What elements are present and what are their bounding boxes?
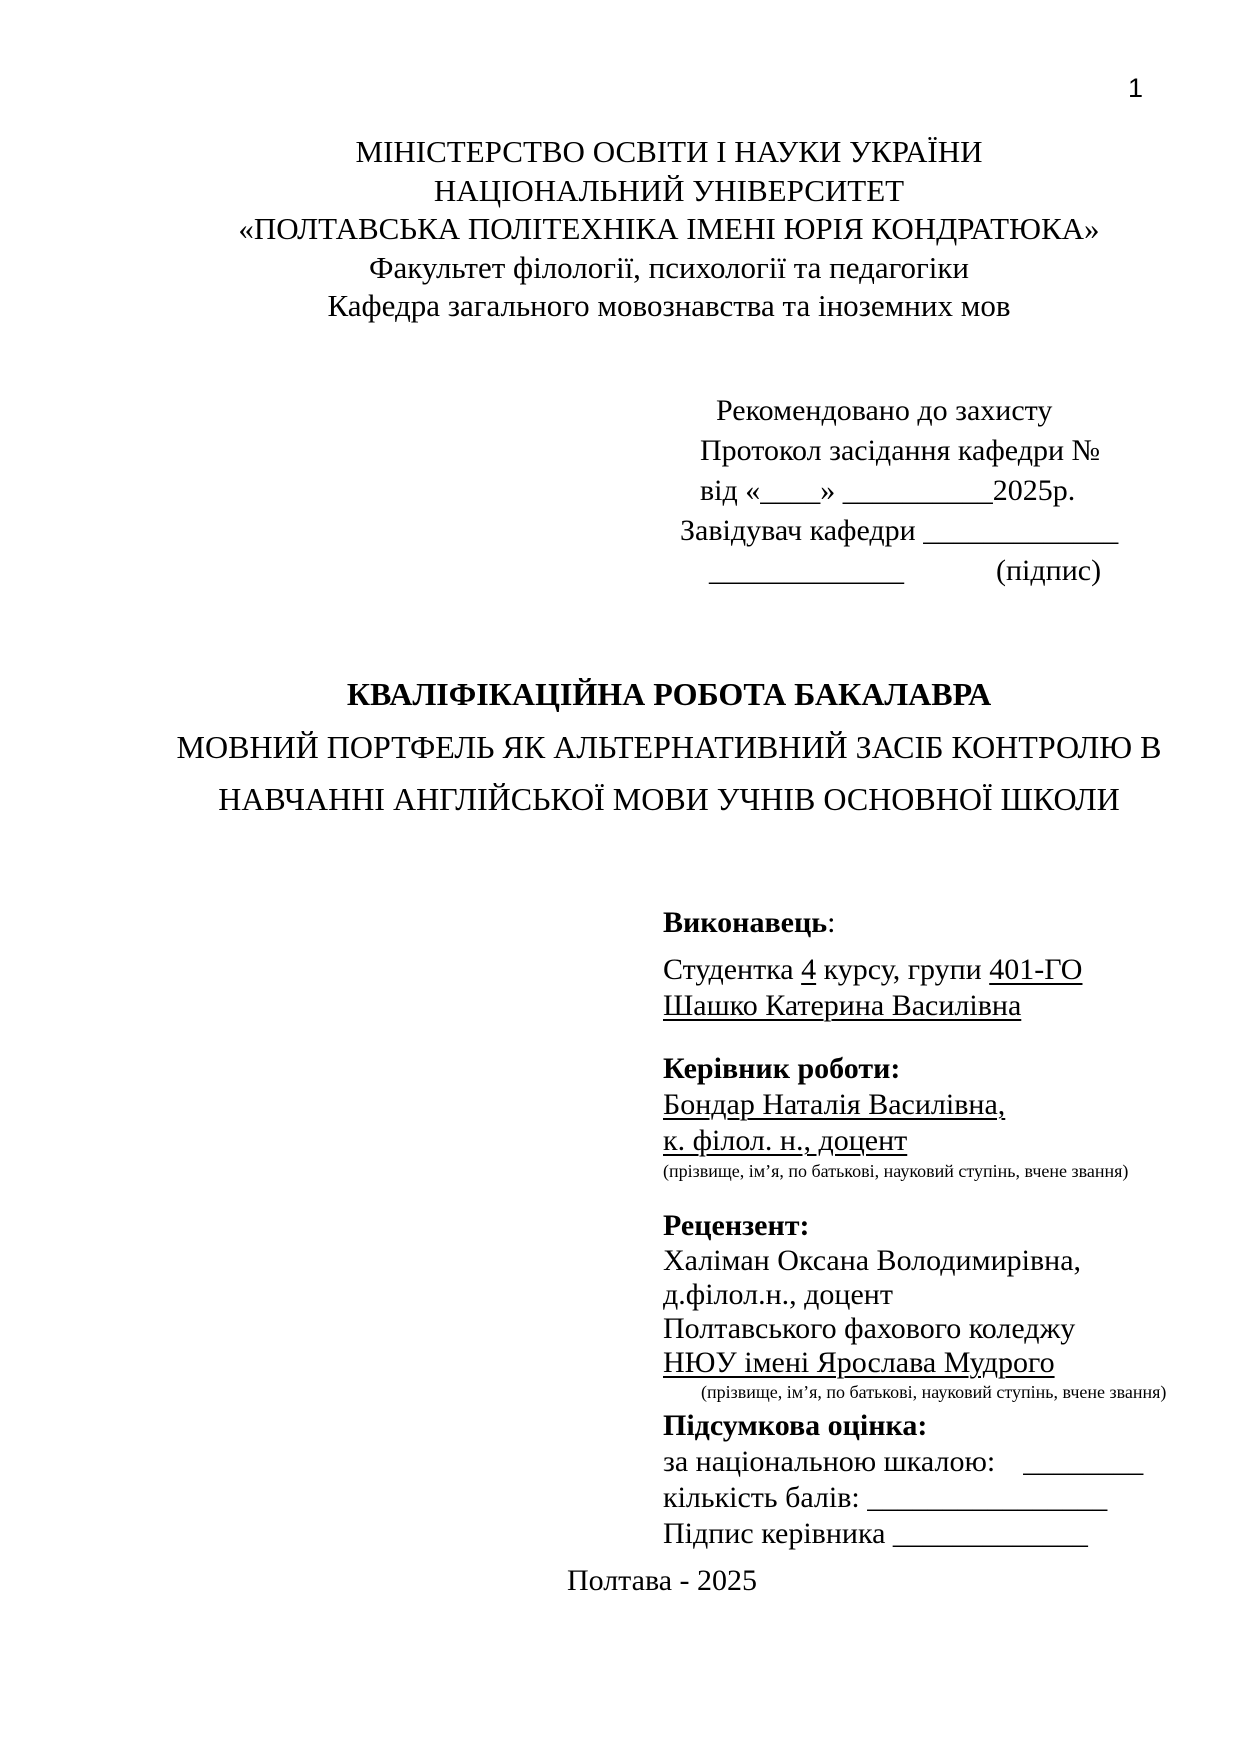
approval-block (660, 391, 1180, 591)
institution-header (98, 133, 1240, 326)
grade-scale-label: за національною шкалою: (663, 1445, 996, 1478)
reviewer-name: Халіман Оксана Володимирівна, (663, 1244, 1082, 1277)
work-title-line-2: НАВЧАННІ АНГЛІЙСЬКОЇ МОВИ УЧНІВ ОСНОВНОЇ ШКОЛИ (218, 781, 1120, 817)
reviewer-college-line-1: Полтавського фахового коледжу (663, 1312, 1076, 1345)
grade-signature-label: Підпис керівника (663, 1517, 893, 1550)
student-prefix: Студентка (663, 953, 802, 986)
supervisor-caption: (прізвище, ім’я, по батькові, науковий ступінь, вчене звання) (663, 1161, 1129, 1181)
grade-signature-line (663, 1516, 1183, 1552)
page-number: 1 (1128, 73, 1144, 103)
work-title-line-1: МОВНИЙ ПОРТФЕЛЬ ЯК АЛЬТЕРНАТИВНИЙ ЗАСІБ КОНТРОЛЮ В (176, 728, 1162, 765)
city-year: Полтава - 2025 (566, 1564, 758, 1597)
approval-protocol-line: Протокол засідання кафедри № (700, 434, 1101, 467)
approval-date-line: від «____» __________2025р. (700, 474, 1076, 507)
work-title-block (98, 668, 1240, 826)
ministry-line: МІНІСТЕРСТВО ОСВІТИ І НАУКИ УКРАЇНИ (355, 134, 983, 169)
grade-signature-blank: _____________ (892, 1517, 1088, 1550)
reviewer-college-line-2: НЮУ імені Ярослава Мудрого (663, 1346, 1055, 1379)
faculty-line: Факультет філології, психології та педагогіки (368, 249, 970, 285)
student-mid: курсу, групи (816, 953, 990, 986)
grade-scale-blank: ________ (1023, 1445, 1144, 1478)
university-line: НАЦІОНАЛЬНИЙ УНІВЕРСИТЕТ (433, 172, 905, 208)
executor-name: Шашко Катерина Василівна (663, 989, 1022, 1022)
grade-points-line (663, 1480, 1183, 1516)
signature-blank: _____________ (709, 554, 904, 587)
approval-recommended-line: Рекомендовано до захисту (716, 394, 1053, 427)
grade-points-label: кількість балів: (663, 1481, 868, 1514)
grade-scale-line (663, 1444, 1183, 1480)
reviewer-heading: Рецензент: (663, 1209, 810, 1242)
executor-heading-colon: : (827, 906, 836, 939)
reviewer-caption: (прізвище, ім’я, по батькові, науковий ступінь, вчене звання) (701, 1382, 1167, 1402)
department-line: Кафедра загального мовознавства та іноземних мов (327, 288, 1011, 323)
university-name-line: «ПОЛТАВСЬКА ПОЛІТЕХНІКА ІМЕНІ ЮРІЯ КОНДРАТЮКА» (238, 211, 1100, 246)
supervisor-name: Бондар Наталія Василівна, (663, 1088, 1006, 1121)
supervisor-heading: Керівник роботи: (663, 1052, 901, 1085)
work-kind: КВАЛІФІКАЦІЙНА РОБОТА БАКАЛАВРА (346, 676, 992, 712)
supervisor-degree: к. філол. н., доцент (663, 1124, 908, 1157)
student-group: 401-ГО (989, 953, 1083, 986)
executor-heading (663, 905, 1183, 941)
executor-heading-label: Виконавець (663, 906, 828, 939)
credits-column (663, 905, 1183, 1552)
approval-head-line: Завідувач кафедри _____________ (680, 514, 1119, 547)
executor-student-line (663, 952, 1183, 988)
grade-heading: Підсумкова оцінка: (663, 1409, 928, 1442)
reviewer-degree: д.філол.н., доцент (663, 1278, 893, 1311)
student-course: 4 (801, 953, 817, 986)
approval-signature-line (660, 551, 1180, 591)
grade-points-blank: ________________ (867, 1481, 1108, 1514)
signature-label: (підпис) (996, 554, 1102, 587)
